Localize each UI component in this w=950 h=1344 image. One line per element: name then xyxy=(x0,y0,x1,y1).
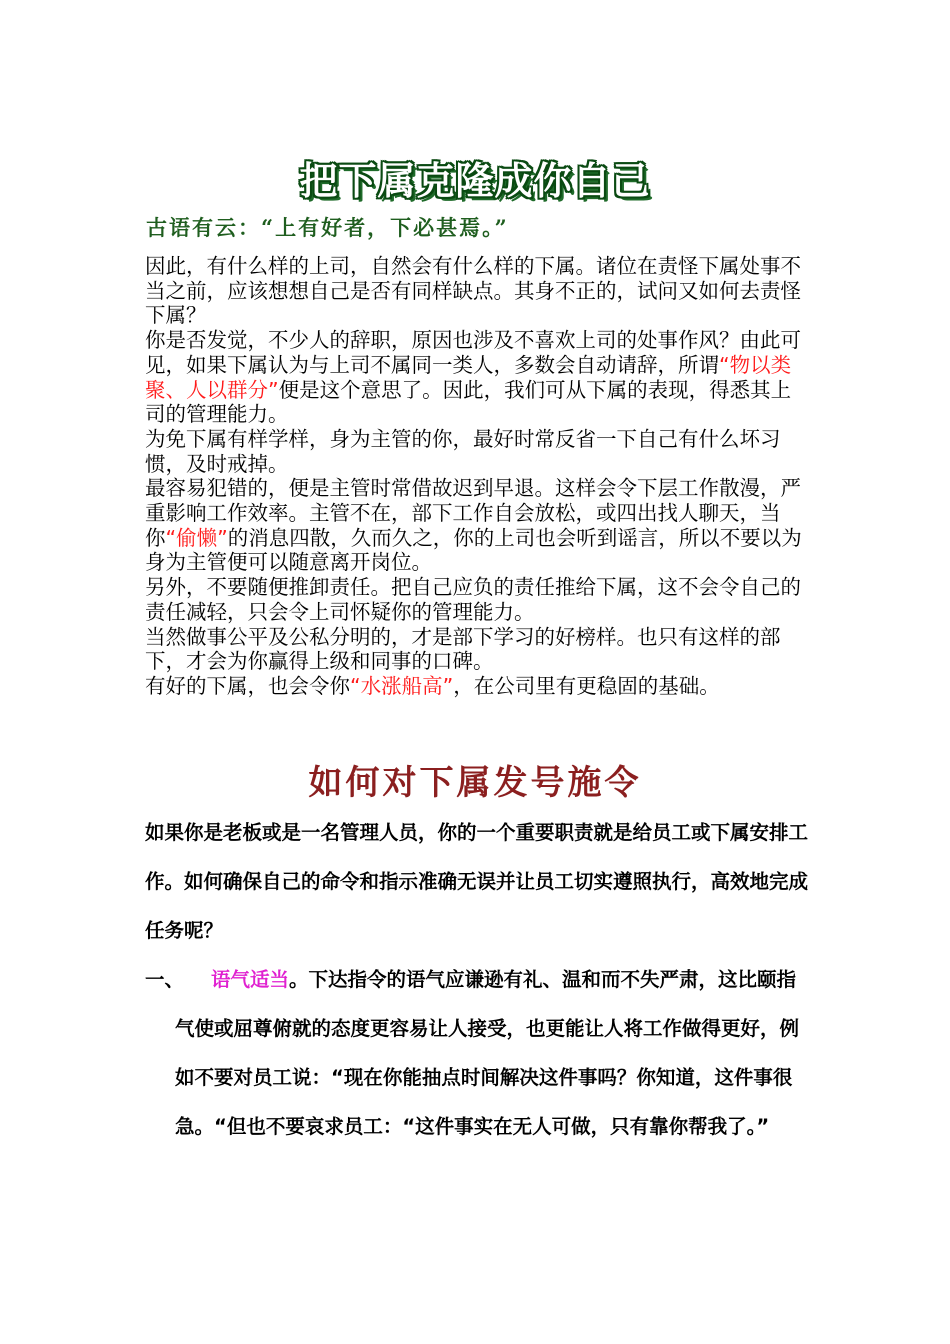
paragraph-7-text-a: 有好的下属，也会令你 xyxy=(145,673,350,698)
main-title: 把下属克隆成你自己 xyxy=(299,159,651,203)
section1-body xyxy=(145,254,810,699)
intro-paragraph: 如果你是老板或是一名管理人员，你的一个重要职责就是给员工或下属安排工作。如何确保自己的命令和指示准确无误并让员工切实遵照执行，高效地完成任务呢？ xyxy=(145,821,809,942)
highlight-phrase: “水涨船高” xyxy=(350,673,454,698)
list-item-body xyxy=(175,955,810,1151)
paragraph-4-text-a: 最容易犯错的，便是主管时常借故迟到早退。这样会令下层工作散漫，严重影响工作效率。主管不在，部下工作自会放松，或四出找人聊天，当你 xyxy=(145,476,801,550)
paragraph-6: 当然做事公平及公私分明的，才是部下学习的好榜样。也只有这样的部下，才会为你赢得上级和同事的口碑。 xyxy=(145,624,781,674)
paragraph-7-text-b: ，在公司里有更稳固的基础。 xyxy=(453,673,720,698)
paragraph-4 xyxy=(145,476,810,575)
section2-intro xyxy=(145,808,810,955)
paragraph-5: 另外，不要随便推卸责任。把自己应负的责任推给下属，这不会令自己的责任减轻，只会令上司怀疑你的管理能力。 xyxy=(145,575,801,624)
highlight-phrase: “物以类聚、人以群分” xyxy=(145,352,792,402)
section2-title: 如何对下属发号施令 xyxy=(308,763,642,803)
list-item-text: 。下达指令的语气应谦逊有礼、温和而不失严肃，这比颐指气使或屈尊俯就的态度更容易让人接受，也更能让人将工作做得更好，例如不要对员工说：“现在你能抽点时间解决这件事吗？你知道，这件事很急。“但也不要哀求员工：“这件事实在无人可做，只有靠你帮我了。” xyxy=(175,968,800,1138)
paragraph-2 xyxy=(145,328,810,427)
list-item-content xyxy=(175,955,810,1151)
highlight-phrase: “偷懒” xyxy=(165,525,228,550)
paragraph-2-tail: 便是这个意思了。因此，我们可从下属的表现，得悉其上司的管理能力。 xyxy=(145,377,792,427)
paragraph-2-text: 你是否发觉，不少人的辞职，原因也涉及不喜欢上司的处事作风？由此可见，如果下属认为与上司不属同一类人，多数会自动请辞，所谓 xyxy=(145,328,801,377)
paragraph-3: 为免下属有样学样，身为主管的你，最好时常反省一下自己有什么坏习惯，及时戒掉。 xyxy=(145,426,781,476)
list-number: 一、 xyxy=(145,968,185,991)
quote-line: 古语有云：“上有好者，下必甚焉。” xyxy=(146,215,509,240)
list-item-heading: 语气适当 xyxy=(211,968,290,991)
paragraph-7 xyxy=(145,674,810,699)
paragraph-4-text-b: 的消息四散，久而久之，你的上司也会听到谣言，所以不要以为身为主管便可以随意离开岗位。 xyxy=(145,525,802,575)
list-item-1 xyxy=(145,955,810,1151)
paragraph-1: 因此，有什么样的上司，自然会有什么样的下属。诸位在责怪下属处事不当之前，应该想想自己是否有同样缺点。其身不正的，试问又如何去责怪下属？ xyxy=(145,254,801,328)
